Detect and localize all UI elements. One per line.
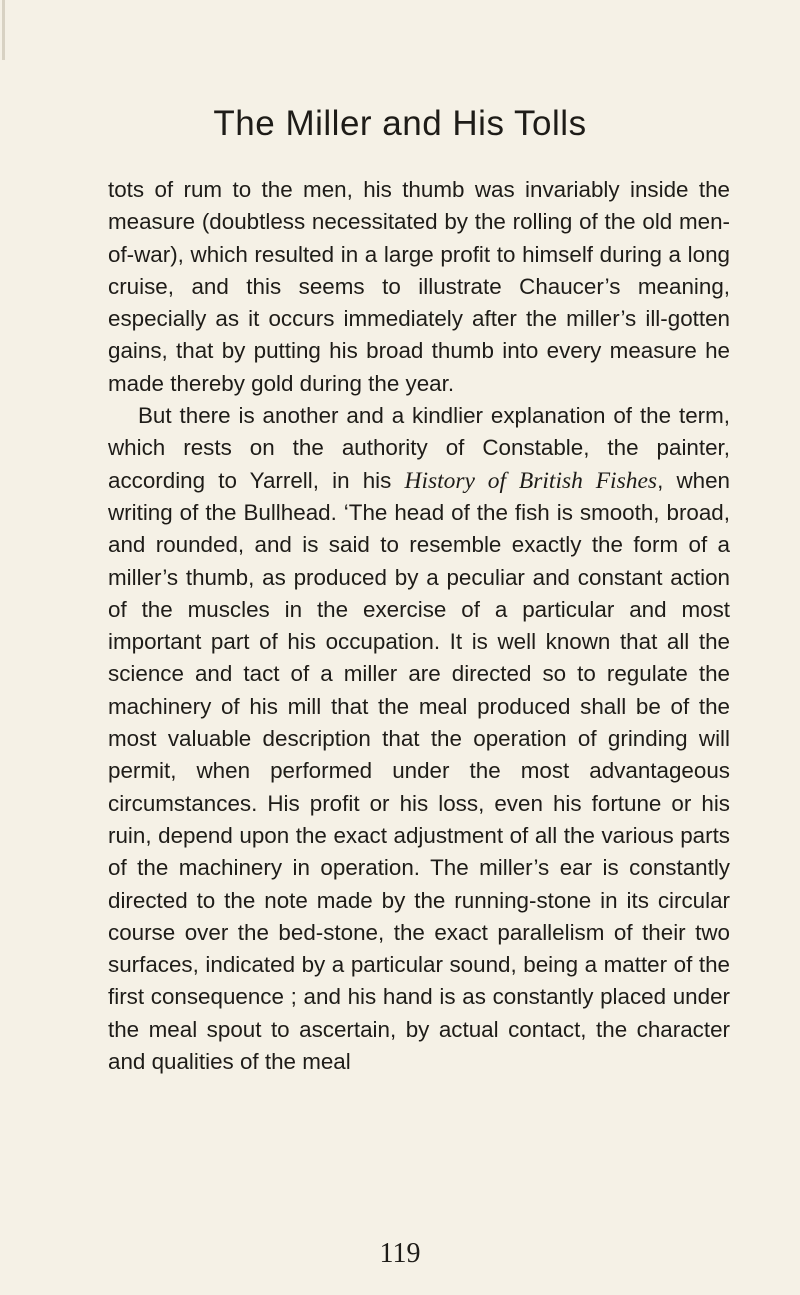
running-title: The Miller and His Tolls xyxy=(213,104,587,143)
body-text xyxy=(108,174,730,1078)
paragraph-2-end: , when writing of the Bullhead. ‘The head of the fish is smooth, broad, and rounded, and is said to resemble exactly the form of a miller’s thumb, as produced by a peculiar and constant action of the muscles in the exercise of a particular and most important part of his occupation. It is well known that all the science and tact of a miller are directed so to regulate the machinery of his mill that the meal produced shall be of the most valuable description that the operation of grinding will permit, when performed under the most advantageous circumstances. His profit or his loss, even his fortune or his ruin, depend upon the exact adjustment of all the various parts of the machinery in operation. The miller’s ear is constantly directed to the note made by the running-stone in its circular course over the bed-stone, the exact parallelism of their two surfaces, indicated by a particular sound, being a matter of the first consequence ; and his hand is as constantly placed under the meal spout to ascertain, by actual contact, the character and qualities of the meal xyxy=(108,467,730,1075)
page-number: 119 xyxy=(379,1238,421,1269)
paragraph-2 xyxy=(108,400,730,1078)
book-title-italic: History of British Fishes xyxy=(404,467,658,494)
page-edge-shadow xyxy=(2,0,5,60)
paragraph-2-start: But there is another and a kindlier explanation of the term, which rests on the authority of Constable, the painter, according to Yarrell, in his xyxy=(108,403,730,493)
paragraph-1: tots of rum to the men, his thumb was invariably inside the measure (doubtless necessitated by the rolling of the old men-of-war), which resulted in a large profit to himself during a long cruise, and this seems to illustrate Chaucer’s meaning, especially as it occurs immediately after the miller’s ill-gotten gains, that by putting his broad thumb into every measure he made thereby gold during the year. xyxy=(108,177,730,396)
